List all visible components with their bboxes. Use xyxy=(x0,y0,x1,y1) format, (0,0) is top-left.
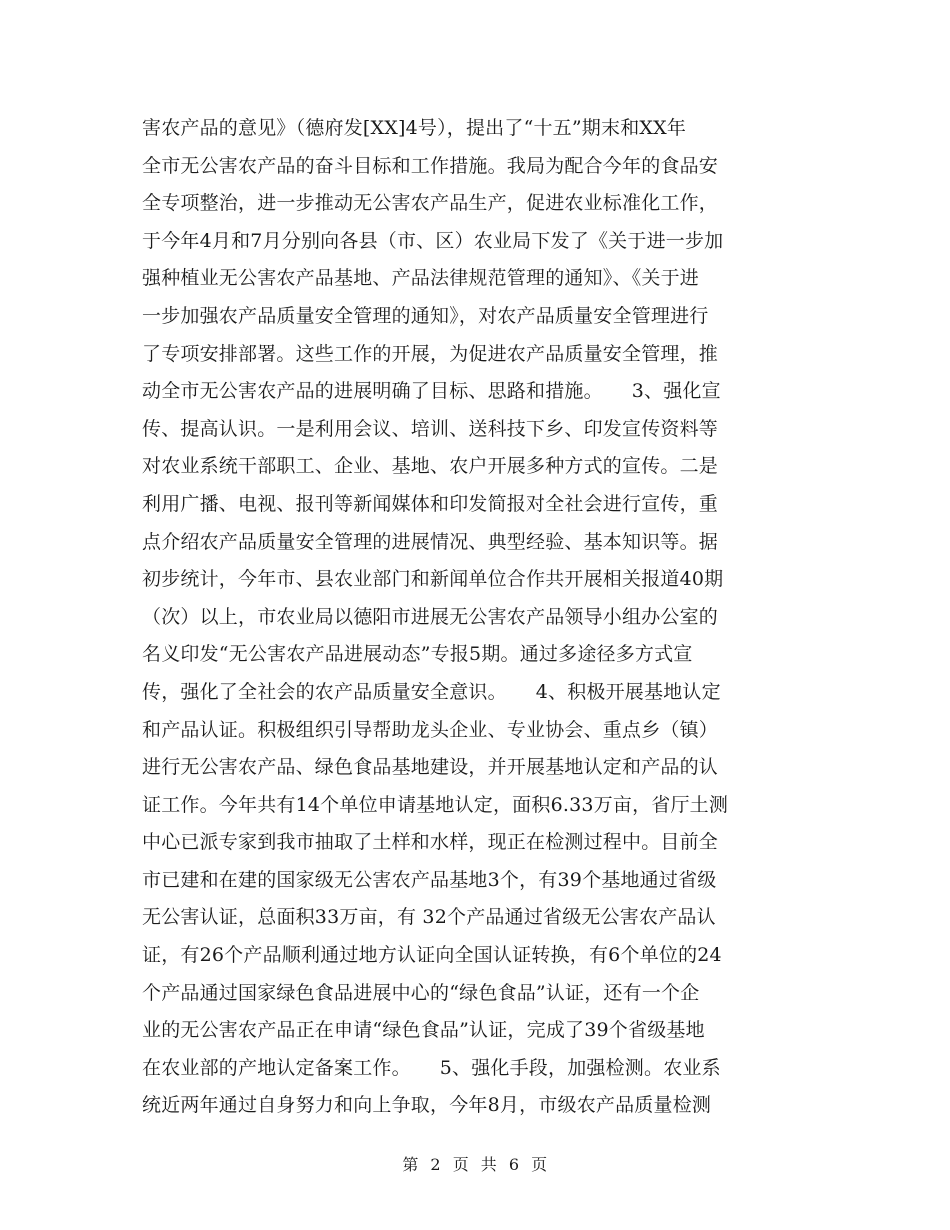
text-line: 于今年4月和7月分别向各县（市、区）农业局下发了《关于进一步加 xyxy=(142,229,724,252)
text-line: 统近两年通过自身努力和向上争取，今年8月，市级农产品质量检测 xyxy=(142,1094,712,1117)
text-line: 和产品认证。积极组织引导帮助龙头企业、专业协会、重点乡（镇） xyxy=(142,718,719,741)
text-line: 初步统计，今年市、县农业部门和新闻单位合作共开展相关报道40期 xyxy=(142,568,724,591)
text-line: 动全市无公害农产品的进展明确了目标、思路和措施。 3、强化宣 xyxy=(142,380,721,403)
text-line: 点介绍农产品质量安全管理的进展情况、典型经验、基本知识等。据 xyxy=(142,530,719,553)
page-number-footer: 第 2 页 共 6 页 xyxy=(402,1155,548,1174)
text-line: 进行无公害农产品、绿色食品基地建设，并开展基地认定和产品的认 xyxy=(142,756,719,779)
body-text xyxy=(142,110,812,1125)
text-line: 全专项整治，进一步推动无公害农产品生产，促进农业标准化工作， xyxy=(142,192,719,215)
text-line: 名义印发“无公害农产品进展动态”专报5期。通过多途径多方式宣 xyxy=(142,643,693,666)
text-line: 个产品通过国家绿色食品进展中心的“绿色食品”认证，还有一个企 xyxy=(142,981,700,1004)
text-line: （次）以上，市农业局以德阳市进展无公害农产品领导小组办公室的 xyxy=(142,605,719,628)
text-line: 传、提高认识。一是利用会议、培训、送科技下乡、印发宣传资料等 xyxy=(142,417,719,440)
text-line: 全市无公害农产品的奋斗目标和工作措施。我局为配合今年的食品安 xyxy=(142,154,719,177)
text-line: 传，强化了全社会的农产品质量安全意识。 4、积极开展基地认定 xyxy=(142,680,721,703)
text-line: 证工作。今年共有14个单位申请基地认定，面积6.33万亩，省厅土测 xyxy=(142,793,729,816)
text-line: 在农业部的产地认定备案工作。 5、强化手段，加强检测。农业系 xyxy=(142,1056,721,1079)
text-line: 业的无公害农产品正在申请“绿色食品”认证，完成了39个省级基地 xyxy=(142,1019,705,1042)
text-line: 强种植业无公害农产品基地、产品法律规范管理的通知》、《关于进 xyxy=(142,267,700,290)
text-line: 了专项安排部署。这些工作的开展，为促进农产品质量安全管理，推 xyxy=(142,342,719,365)
text-line: 中心已派专家到我市抽取了土样和水样，现正在检测过程中。目前全 xyxy=(142,831,719,854)
text-line: 一步加强农产品质量安全管理的通知》，对农产品质量安全管理进行 xyxy=(142,304,709,327)
text-line: 对农业系统干部职工、企业、基地、农户开展多种方式的宣传。二是 xyxy=(142,455,719,478)
text-line: 无公害认证，总面积33万亩，有 32个产品通过省级无公害农产品认 xyxy=(142,906,716,929)
text-line: 证，有26个产品顺利通过地方认证向全国认证转换，有6个单位的24 xyxy=(142,944,722,967)
text-line: 市已建和在建的国家级无公害农产品基地3个，有39个基地通过省级 xyxy=(142,868,717,891)
text-line: 利用广播、电视、报刊等新闻媒体和印发简报对全社会进行宣传，重 xyxy=(142,492,719,515)
text-line: 害农产品的意见》（德府发[XX]4号），提出了“十五”期末和XX年 xyxy=(142,117,687,139)
